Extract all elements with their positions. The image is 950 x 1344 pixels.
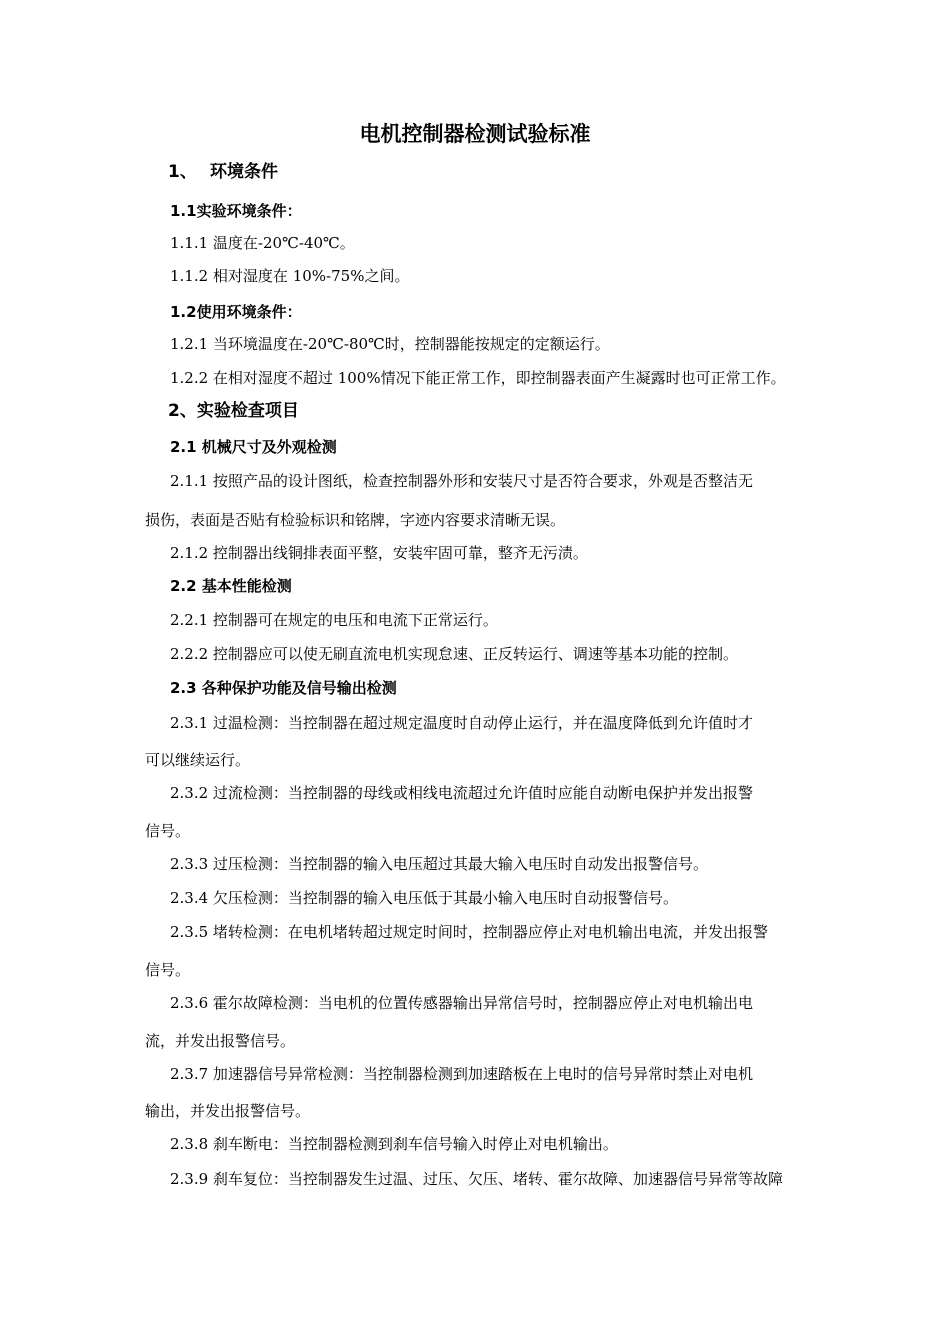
section-1-number: 1、: [168, 162, 197, 182]
paragraph-2-1-1-line2: 损伤，表面是否贴有检验标识和铭牌，字迹内容要求清晰无误。: [145, 511, 566, 529]
document-title: 电机控制器检测试验标准: [359, 122, 591, 146]
paragraph-2-3-7-line1: 2.3.7 加速器信号异常检测：当控制器检测到加速踏板在上电时的信号异常时禁止对电机: [170, 1065, 753, 1083]
paragraph-2-3-2-line2: 信号。: [145, 822, 191, 840]
paragraph-2-3-6-line2: 流，并发出报警信号。: [145, 1032, 296, 1050]
paragraph-1-1-2: 1.1.2 相对湿度在 10%-75%之间。: [170, 267, 410, 285]
section-1-label: 环境条件: [210, 162, 278, 182]
paragraph-2-3-2-line1: 2.3.2 过流检测：当控制器的母线或相线电流超过允许值时应能自动断电保护并发出报警: [170, 784, 753, 802]
paragraph-2-1-2: 2.1.2 控制器出线铜排表面平整，安装牢固可靠，整齐无污渍。: [170, 544, 588, 562]
paragraph-1-2-1: 1.2.1 当环境温度在-20℃-80℃时，控制器能按规定的定额运行。: [170, 335, 610, 353]
paragraph-2-3-9: 2.3.9 刹车复位：当控制器发生过温、过压、欠压、堵转、霍尔故障、加速器信号异常等故障: [170, 1170, 783, 1188]
section-2-heading: 2、实验检查项目: [168, 401, 299, 421]
section-1-1-heading: 1.1实验环境条件：: [170, 202, 302, 220]
section-2-1-heading: 2.1 机械尺寸及外观检测: [170, 438, 337, 456]
paragraph-2-3-8: 2.3.8 刹车断电：当控制器检测到刹车信号输入时停止对电机输出。: [170, 1135, 618, 1153]
paragraph-2-1-1-line1: 2.1.1 按照产品的设计图纸，检查控制器外形和安装尺寸是否符合要求，外观是否整洁无: [170, 472, 753, 490]
paragraph-2-3-4: 2.3.4 欠压检测：当控制器的输入电压低于其最小输入电压时自动报警信号。: [170, 889, 678, 907]
section-2-3-heading: 2.3 各种保护功能及信号输出检测: [170, 679, 397, 697]
paragraph-1-2-2: 1.2.2 在相对湿度不超过 100%情况下能正常工作，即控制器表面产生凝露时也可正常工作。: [170, 369, 786, 387]
paragraph-2-3-5-line2: 信号。: [145, 961, 191, 979]
paragraph-2-3-5-line1: 2.3.5 堵转检测：在电机堵转超过规定时间时，控制器应停止对电机输出电流，并发出报警: [170, 923, 768, 941]
section-1-heading: [168, 162, 810, 182]
paragraph-2-3-7-line2: 输出，并发出报警信号。: [145, 1102, 311, 1120]
section-1-2-heading: 1.2使用环境条件：: [170, 303, 302, 321]
paragraph-2-2-1: 2.2.1 控制器可在规定的电压和电流下正常运行。: [170, 611, 498, 629]
paragraph-2-3-3: 2.3.3 过压检测：当控制器的输入电压超过其最大输入电压时自动发出报警信号。: [170, 855, 708, 873]
paragraph-1-1-1: 1.1.1 温度在-20℃-40℃。: [170, 234, 355, 252]
paragraph-2-3-6-line1: 2.3.6 霍尔故障检测：当电机的位置传感器输出异常信号时，控制器应停止对电机输出电: [170, 994, 753, 1012]
paragraph-2-3-1-line2: 可以继续运行。: [145, 751, 251, 769]
paragraph-2-2-2: 2.2.2 控制器应可以使无刷直流电机实现怠速、正反转运行、调速等基本功能的控制。: [170, 645, 738, 663]
paragraph-2-3-1-line1: 2.3.1 过温检测：当控制器在超过规定温度时自动停止运行，并在温度降低到允许值时才: [170, 714, 753, 732]
section-2-2-heading: 2.2 基本性能检测: [170, 577, 292, 595]
